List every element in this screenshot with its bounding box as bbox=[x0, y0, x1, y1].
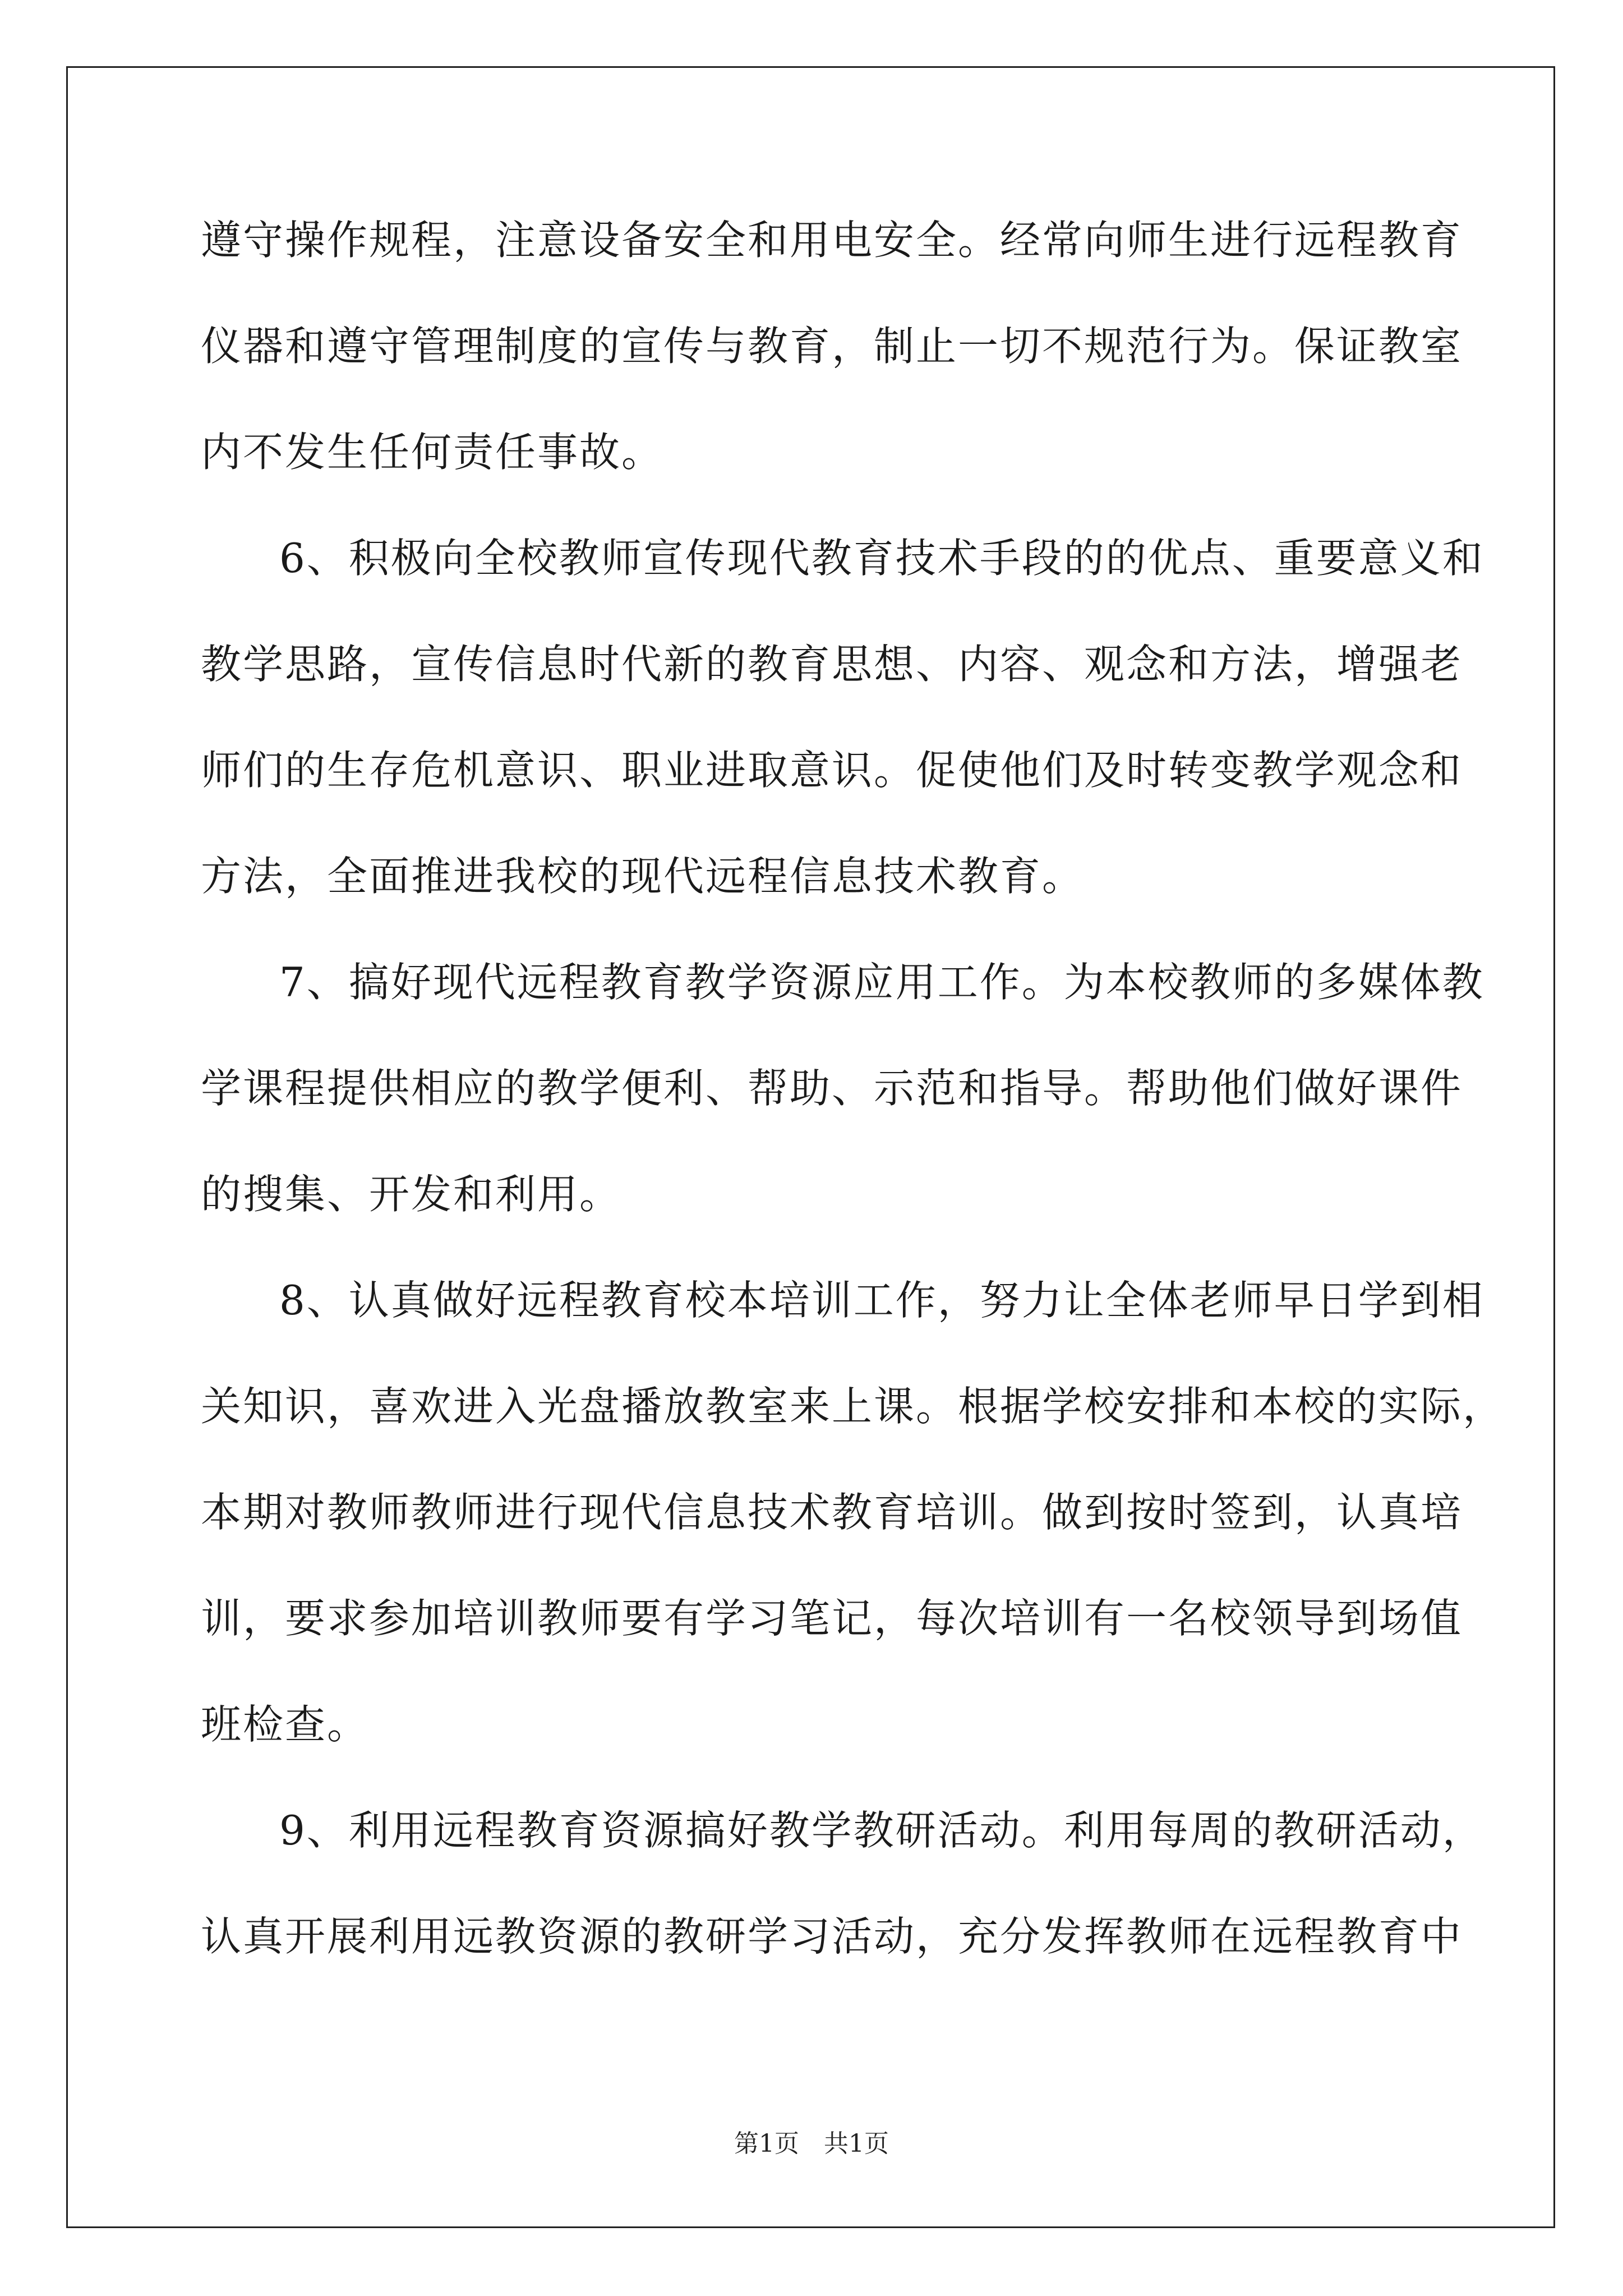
text-line: 内不发生任何责任事故。 bbox=[201, 429, 664, 476]
text-line: 班检查。 bbox=[201, 1701, 370, 1748]
text-line: 教学思路，宣传信息时代新的教育思想、内容、观念和方法，增强老 bbox=[201, 641, 1463, 688]
paragraph-start-line: 9、利用远程教育资源搞好教学教研活动。利用每周的教研活动， bbox=[279, 1807, 1484, 1854]
text-line: 关知识，喜欢进入光盘播放教室来上课。根据学校安排和本校的实际， bbox=[201, 1383, 1505, 1430]
text-line: 遵守操作规程，注意设备安全和用电安全。经常向师生进行远程教育 bbox=[201, 217, 1463, 264]
text-line: 学课程提供相应的教学便利、帮助、示范和指导。帮助他们做好课件 bbox=[201, 1065, 1463, 1112]
paragraph-start-line: 7、搞好现代远程教育教学资源应用工作。为本校教师的多媒体教 bbox=[279, 959, 1484, 1006]
text-line: 训，要求参加培训教师要有学习笔记，每次培训有一名校领导到场值 bbox=[201, 1595, 1463, 1642]
text-line: 本期对教师教师进行现代信息技术教育培训。做到按时签到，认真培 bbox=[201, 1489, 1463, 1536]
text-line: 师们的生存危机意识、职业进取意识。促使他们及时转变教学观念和 bbox=[201, 747, 1463, 794]
text-line: 的搜集、开发和利用。 bbox=[201, 1171, 622, 1218]
paragraph-start-line: 8、认真做好远程教育校本培训工作，努力让全体老师早日学到相 bbox=[279, 1277, 1484, 1324]
paragraph-start-line: 6、积极向全校教师宣传现代教育技术手段的的优点、重要意义和 bbox=[279, 535, 1484, 582]
text-line: 仪器和遵守管理制度的宣传与教育，制止一切不规范行为。保证教室 bbox=[201, 323, 1463, 370]
text-line: 认真开展利用远教资源的教研学习活动，充分发挥教师在远程教育中 bbox=[201, 1913, 1463, 1960]
page-number: 第1页 共1页 bbox=[734, 2129, 889, 2158]
document-body bbox=[201, 206, 1505, 2009]
text-line: 方法，全面推进我校的现代远程信息技术教育。 bbox=[201, 853, 1085, 900]
